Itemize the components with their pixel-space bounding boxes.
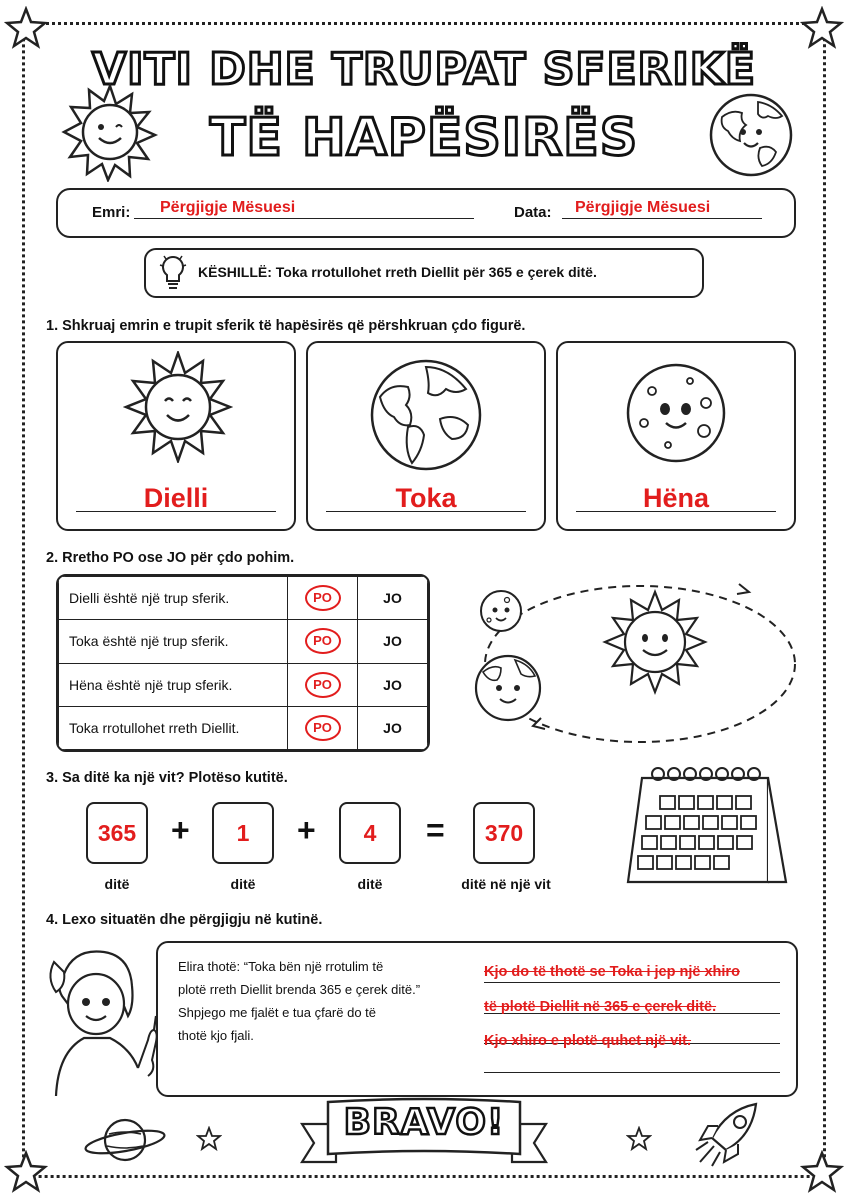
option-yes[interactable] xyxy=(288,620,358,663)
answer-line[interactable] xyxy=(484,982,780,983)
girl-illustration xyxy=(34,944,164,1098)
written-answer-line: Kjo do të thotë se Toka i jep një xhiro xyxy=(484,964,740,980)
rocket-icon xyxy=(690,1098,770,1172)
question-1-heading: 1. Shkruaj emrin e trupit sferik të hapësirës që përshkruan çdo figurë. xyxy=(46,318,526,334)
statement: Toka rrotullohet rreth Diellit. xyxy=(59,706,288,749)
planet-icon xyxy=(82,1114,168,1166)
sun-icon xyxy=(123,351,233,463)
table-row xyxy=(59,577,428,620)
table-row xyxy=(59,663,428,706)
answer-box[interactable]: 370 xyxy=(473,802,535,864)
lightbulb-icon xyxy=(158,253,188,293)
question-2-heading: 2. Rretho PO ose JO për çdo pohim. xyxy=(46,550,295,566)
answer-box[interactable]: 365 xyxy=(86,802,148,864)
plus-sign: + xyxy=(297,812,316,848)
true-false-table xyxy=(56,574,430,752)
date-value: Përgjigje Mësuesi xyxy=(575,199,711,216)
figure-card-moon xyxy=(556,341,796,531)
unit-label: ditë xyxy=(230,876,256,892)
option-no[interactable]: JO xyxy=(358,663,428,706)
orbit-illustration xyxy=(455,568,810,753)
answer-line[interactable] xyxy=(484,1072,780,1073)
star-icon xyxy=(800,1150,844,1194)
name-value: Përgjigje Mësuesi xyxy=(160,199,296,216)
answer-box[interactable]: 4 xyxy=(339,802,401,864)
tip-text: Toka rrotullohet rreth Diellit për 365 e çerek ditë. xyxy=(275,264,597,280)
sun-icon xyxy=(60,82,160,182)
name-label: Emri: xyxy=(92,204,131,221)
page-title: VITI DHE TRUPAT SFERIKË xyxy=(92,44,756,95)
table-row xyxy=(59,706,428,749)
option-no[interactable]: JO xyxy=(358,706,428,749)
star-icon xyxy=(196,1126,222,1152)
plus-sign: + xyxy=(171,812,190,848)
bravo-banner-text: BRAVO! xyxy=(343,1102,505,1143)
scenario-line: plotë rreth Diellit brenda 365 e çerek ditë.” xyxy=(178,982,421,997)
question-4-heading: 4. Lexo situatën dhe përgjigju në kutinë. xyxy=(46,912,323,928)
question-3-heading: 3. Sa ditë ka një vit? Plotëso kutitë. xyxy=(46,770,288,786)
date-label: Data: xyxy=(514,204,552,221)
written-answer-line: Kjo xhiro e plotë quhet një vit. xyxy=(484,1033,692,1049)
star-icon xyxy=(626,1126,652,1152)
earth-icon xyxy=(708,92,794,178)
star-icon xyxy=(4,1150,48,1194)
statement: Hëna është një trup sferik. xyxy=(59,663,288,706)
unit-label: ditë në një vit xyxy=(461,876,551,892)
option-yes[interactable] xyxy=(288,577,358,620)
option-yes[interactable] xyxy=(288,706,358,749)
option-yes[interactable] xyxy=(288,663,358,706)
circled-yes[interactable]: PO xyxy=(305,628,341,654)
option-no[interactable]: JO xyxy=(358,620,428,663)
unit-label: ditë xyxy=(104,876,130,892)
scenario-line: thotë kjo fjali. xyxy=(178,1028,254,1043)
answer-earth: Toka xyxy=(395,483,457,513)
scenario-line: Elira thotë: “Toka bën një rrotulim të xyxy=(178,959,384,974)
circled-yes[interactable]: PO xyxy=(305,715,341,741)
figure-card-earth xyxy=(306,341,546,531)
tip-text-wrap xyxy=(198,264,597,280)
unit-label: ditë xyxy=(357,876,383,892)
page-subtitle: TË HAPËSIRËS xyxy=(209,108,639,168)
answer-sun: Dielli xyxy=(143,483,209,513)
table-row xyxy=(59,620,428,663)
earth-icon xyxy=(368,357,484,473)
tip-label: KËSHILLË: xyxy=(198,264,272,280)
scenario-text xyxy=(178,955,468,1047)
figure-card-sun xyxy=(56,341,296,531)
circled-yes[interactable]: PO xyxy=(305,585,341,611)
answer-box[interactable]: 1 xyxy=(212,802,274,864)
statement: Dielli është një trup sferik. xyxy=(59,577,288,620)
circled-yes[interactable]: PO xyxy=(305,672,341,698)
written-answer-line: të plotë Diellit në 365 e çerek ditë. xyxy=(484,999,717,1015)
scenario-line: Shpjego me fjalët e tua çfarë do të xyxy=(178,1005,377,1020)
calendar-icon xyxy=(622,764,790,890)
equals-sign: = xyxy=(426,812,445,848)
statement: Toka është një trup sferik. xyxy=(59,620,288,663)
answer-moon: Hëna xyxy=(642,483,710,513)
moon-icon xyxy=(624,361,728,465)
option-no[interactable]: JO xyxy=(358,577,428,620)
